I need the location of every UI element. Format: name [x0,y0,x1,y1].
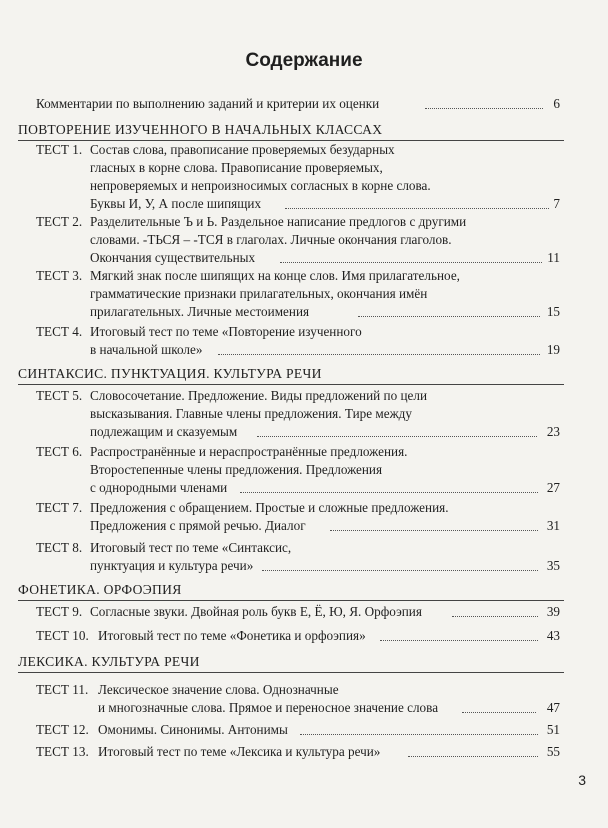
entry-text: подлежащим и сказуемым [90,424,238,439]
test-label: ТЕСТ 1. [36,142,83,157]
toc-entry-test-5[interactable] [0,388,608,404]
section-heading: ФОНЕТИКА. ОРФОЭПИЯ [18,582,182,597]
toc-entry-test-7[interactable] [0,500,608,516]
entry-text: и многозначные слова. Прямое и переносное значение слова [98,700,439,715]
entry-text: Предложения с обращением. Простые и сложные предложения. [90,500,449,515]
entry-page: 11 [547,250,560,265]
test-label: ТЕСТ 4. [36,324,83,339]
entry-text: Разделительные Ъ и Ь. Раздельное написание предлогов с другими [90,214,467,229]
entry-text: Буквы И, У, А после шипящих [90,196,262,211]
entry-text: Второстепенные члены предложения. Предложения [90,462,383,477]
dot-leader [262,570,538,571]
toc-entry-test-1[interactable] [0,142,608,158]
entry-text: Итоговый тест по теме «Фонетика и орфоэпия» [98,628,366,643]
section-rule [18,384,564,385]
entry-text: Мягкий знак после шипящих на конце слов. Имя прилагательное, [90,268,460,283]
entry-text: в начальной школе» [90,342,203,357]
test-label: ТЕСТ 2. [36,214,83,229]
entry-text: грамматические признаки прилагательных, окончания имён [90,286,428,301]
dot-leader [285,208,549,209]
section-rule [18,672,564,673]
entry-page: 47 [546,700,560,715]
test-label: ТЕСТ 10. [36,628,89,643]
dot-leader [358,316,540,317]
toc-entry-intro[interactable] [0,96,608,112]
test-label: ТЕСТ 11. [36,682,89,697]
entry-page: 15 [546,304,560,319]
entry-text: гласных в корне слова. Правописание проверяемых, [90,160,383,175]
entry-page: 23 [546,424,560,439]
entry-text: высказывания. Главные члены предложения. Тире между [90,406,412,421]
entry-page: 39 [546,604,560,619]
page-title: Содержание [245,50,363,71]
toc-entry-test-8[interactable] [0,540,608,556]
toc-entry-test-2[interactable] [0,214,608,230]
dot-leader [218,354,540,355]
test-label: ТЕСТ 7. [36,500,83,515]
entry-page: 43 [546,628,560,643]
toc-entry-test-11[interactable] [0,682,608,698]
entry-text: Окончания существительных [90,250,256,265]
entry-text: пунктуация и культура речи» [90,558,254,573]
toc-entry-test-9[interactable] [0,604,608,620]
entry-text: прилагательных. Личные местоимения [90,304,310,319]
section-heading: ПОВТОРЕНИЕ ИЗУЧЕННОГО В НАЧАЛЬНЫХ КЛАССАХ [18,122,383,137]
test-label: ТЕСТ 6. [36,444,83,459]
entry-page: 27 [546,480,560,495]
entry-page: 6 [553,96,560,111]
dot-leader [408,756,538,757]
entry-page: 51 [546,722,560,737]
entry-text: Комментарии по выполнению заданий и критерии их оценки [36,96,380,111]
section-rule [18,600,564,601]
entry-text: Распространённые и нераспространённые предложения. [90,444,408,459]
test-label: ТЕСТ 3. [36,268,83,283]
entry-text: Омонимы. Синонимы. Антонимы [98,722,288,737]
section-rule [18,140,564,141]
dot-leader [280,262,542,263]
toc-entry-test-6[interactable] [0,444,608,460]
entry-text: Предложения с прямой речью. Диалог [90,518,306,533]
dot-leader [425,108,543,109]
entry-text: Словосочетание. Предложение. Виды предложений по цели [90,388,428,403]
dot-leader [452,616,538,617]
dot-leader [380,640,538,641]
dot-leader [240,492,538,493]
entry-page: 35 [546,558,560,573]
toc-entry-test-4[interactable] [0,324,608,340]
entry-text: с однородными членами [90,480,228,495]
section-heading: ЛЕКСИКА. КУЛЬТУРА РЕЧИ [18,654,200,669]
entry-text: Итоговый тест по теме «Лексика и культура речи» [98,744,381,759]
entry-page: 55 [546,744,560,759]
entry-text: непроверяемых и непроизносимых согласных в корне слова. [90,178,431,193]
test-label: ТЕСТ 5. [36,388,83,403]
test-label: ТЕСТ 9. [36,604,83,619]
entry-text: Лексическое значение слова. Однозначные [98,682,339,697]
entry-page: 31 [546,518,560,533]
toc-entry-test-13[interactable] [0,744,608,760]
entry-text: Согласные звуки. Двойная роль букв Е, Ё, Ю, Я. Орфоэпия [90,604,422,619]
entry-page: 19 [546,342,560,357]
dot-leader [257,436,537,437]
entry-text: Итоговый тест по теме «Синтаксис, [90,540,292,555]
test-label: ТЕСТ 8. [36,540,83,555]
test-label: ТЕСТ 12. [36,722,89,737]
test-label: ТЕСТ 13. [36,744,89,759]
entry-text: словами. -ТЬСЯ – -ТСЯ в глаголах. Личные окончания глаголов. [90,232,452,247]
entry-page: 7 [553,196,560,211]
page-number: 3 [578,772,586,788]
entry-text: Состав слова, правописание проверяемых безударных [90,142,395,157]
entry-text: Итоговый тест по теме «Повторение изученного [90,324,362,339]
toc-entry-test-12[interactable] [0,722,608,738]
toc-entry-test-10[interactable] [0,628,608,644]
dot-leader [330,530,538,531]
dot-leader [462,712,536,713]
section-heading: СИНТАКСИС. ПУНКТУАЦИЯ. КУЛЬТУРА РЕЧИ [18,366,322,381]
dot-leader [300,734,538,735]
toc-entry-test-3[interactable] [0,268,608,284]
